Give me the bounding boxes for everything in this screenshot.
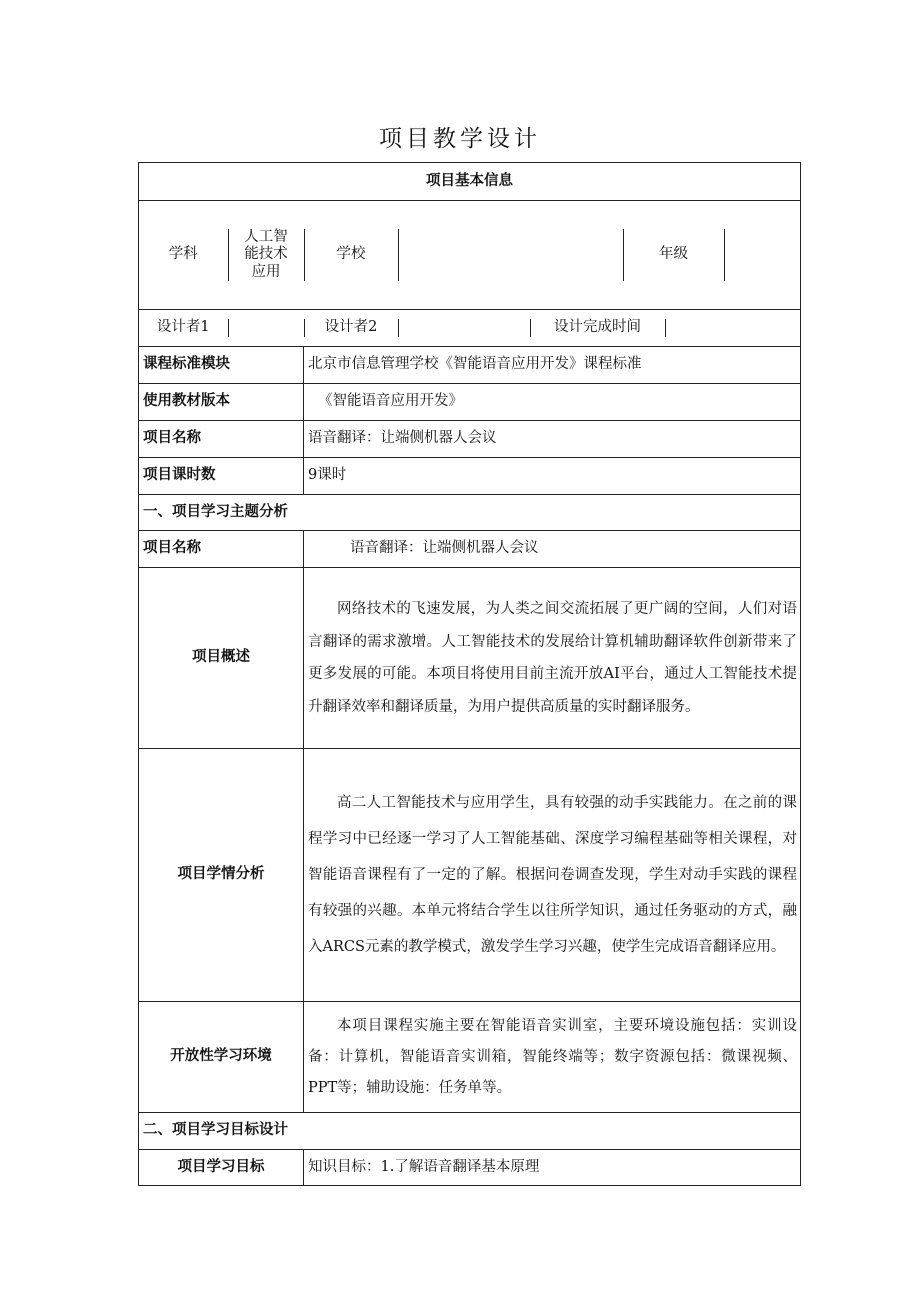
standard-value: 北京市信息管理学校《智能语音应用开发》课程标准 <box>304 347 801 384</box>
standard-label: 课程标准模块 <box>139 347 304 384</box>
hours-label: 项目课时数 <box>139 458 304 495</box>
textbook-label: 使用教材版本 <box>139 384 304 421</box>
analysis-name-label: 项目名称 <box>139 531 304 568</box>
designer2-label: 设计者2 <box>304 319 398 336</box>
analysis-name-value: 语音翻译：让端侧机器人会议 <box>304 531 801 568</box>
goals-label: 项目学习目标 <box>139 1150 304 1186</box>
document-title: 项目教学设计 <box>379 126 541 152</box>
project-name-label: 项目名称 <box>139 421 304 458</box>
subject-value-line-3: 应用 <box>251 263 281 280</box>
hours-value: 9课时 <box>304 458 801 495</box>
design-table <box>138 162 801 1186</box>
grade-label: 年级 <box>623 229 724 281</box>
finish-time-label: 设计完成时间 <box>530 319 665 336</box>
basic-info-row-2 <box>139 310 801 347</box>
learner-cell <box>304 749 801 1002</box>
section2-header: 二、项目学习目标设计 <box>139 1113 801 1150</box>
project-name-value: 语音翻译：让端侧机器人会议 <box>304 421 801 458</box>
school-value[interactable] <box>398 229 623 281</box>
learner-text: 高二人工智能技术与应用学生，具有较强的动手实践能力。在之前的课程学习中已经逐一学习了人工智能基础、深度学习编程基础等相关课程，对智能语音课程有了一定的了解。根据问卷调查发现，学生对动手实践的课程有较强的兴趣。本单元将结合学生以往所学知识，通过任务驱动的方式，融入ARCS元素的教学模式，激发学生学习兴趣，使学生完成语音翻译应用。 <box>308 795 797 955</box>
basic-info-row-1 <box>139 201 801 310</box>
basic-info-header: 项目基本信息 <box>139 163 801 201</box>
school-label: 学校 <box>304 229 398 281</box>
section1-header: 一、项目学习主题分析 <box>139 495 801 531</box>
designer1-value[interactable] <box>228 319 304 336</box>
subject-value <box>228 229 304 281</box>
subject-value-line-2: 能技术 <box>244 246 288 263</box>
designer1-label: 设计者1 <box>156 319 210 336</box>
goals-value: 知识目标：1.了解语音翻译基本原理 <box>304 1150 801 1186</box>
grade-value[interactable] <box>724 229 801 281</box>
finish-time-value[interactable] <box>665 319 801 336</box>
subject-value-line-1: 人工智 <box>244 228 288 245</box>
env-text: 本项目课程实施主要在智能语音实训室，主要环境设施包括：实训设备：计算机，智能语音实训箱，智能终端等；数字资源包括：微课视频、PPT等；辅助设施：任务单等。 <box>308 1017 797 1096</box>
env-cell <box>304 1002 801 1113</box>
env-label: 开放性学习环境 <box>139 1002 304 1113</box>
textbook-value: 《智能语音应用开发》 <box>304 384 801 421</box>
designer2-value[interactable] <box>398 319 530 336</box>
overview-text: 网络技术的飞速发展，为人类之间交流拓展了更广阔的空间，人们对语言翻译的需求激增。人工智能技术的发展给计算机辅助翻译软件创新带来了更多发展的可能。本项目将使用目前主流开放AI平台，通过人工智能技术提升翻译效率和翻译质量，为用户提供高质量的实时翻译服务。 <box>308 601 797 715</box>
overview-label: 项目概述 <box>139 568 304 749</box>
overview-cell <box>304 568 801 749</box>
subject-label: 学科 <box>168 246 198 263</box>
learner-label: 项目学情分析 <box>139 749 304 1002</box>
